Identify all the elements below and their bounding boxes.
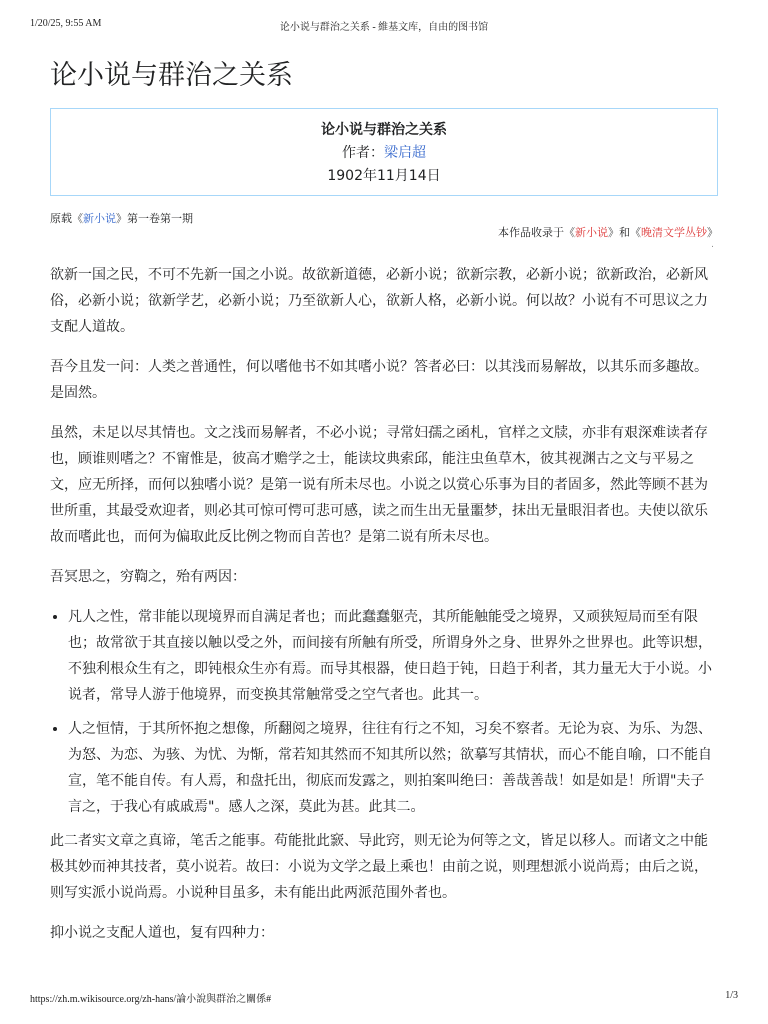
original-source-link[interactable]: 新小说 [83, 212, 116, 225]
article-content [50, 56, 718, 960]
work-title: 论小说与群治之关系 [321, 122, 447, 138]
note-dot: . [711, 240, 714, 250]
paragraph-4: 吾冥思之，穷鞫之，殆有两因： [50, 569, 246, 585]
original-source-note [50, 210, 193, 226]
collection-link-1[interactable]: 新小说 [575, 226, 608, 239]
reason-list [50, 604, 718, 820]
paragraph-1: 欲新一国之民，不可不先新一国之小说。故欲新道德，必新小说；欲新宗教，必新小说；欲新政治，必新风俗，必新小说；欲新学艺，必新小说；乃至欲新人心，欲新人格，必新小说。何以故？小说有不可思议之力支配人道故。 [50, 267, 708, 335]
collection-note [498, 224, 718, 240]
collected-prefix: 本作品收录于《 [498, 226, 575, 239]
print-header [30, 18, 738, 34]
list-item: • 凡人之性，常非能以现境界而自满足者也；而此蠢蠢躯壳，其所能触能受之境界，又顽狭短局而至有限也；故常欲于其直接以触以受之外，而间接有所触有所受，所谓身外之身、世界外之世界也。此等识想，不独利根众生有之，即钝根众生亦有焉。而导其根器，使日趋于钝，日趋于利者，其力量无大于小说。小说者，常导人游于他境界，而变换其常触常受之空气者也。此其一。 [68, 604, 718, 708]
original-prefix: 原载《 [50, 212, 83, 225]
author-line [51, 141, 717, 165]
work-header-box [50, 108, 718, 196]
page-number: 1/3 [725, 990, 738, 1001]
paragraph-2: 吾今且发一问：人类之普通性，何以嗜他书不如其嗜小说？答者必曰：以其浅而易解故，以其乐而多趣故。是固然。 [50, 359, 708, 401]
collected-mid: 》和《 [608, 226, 641, 239]
original-suffix: 》第一卷第一期 [116, 212, 193, 225]
page-url: https://zh.m.wikisource.org/zh-hans/論小說與群治之關係# [30, 994, 272, 1005]
author-link[interactable]: 梁启超 [384, 145, 426, 161]
print-page-title: 论小说与群治之关系 - 維基文库，自由的图书馆 [279, 22, 489, 33]
paragraph-5: 此二者实文章之真谛，笔舌之能事。苟能批此窾、导此窍，则无论为何等之文，皆足以移人。而诸文之中能极其妙而神其技者，莫小说若。故曰：小说为文学之最上乘也！由前之说，则理想派小说尚焉；由后之说，则写实派小说尚焉。小说种目虽多，未有能出此两派范围外者也。 [50, 833, 708, 901]
list-item: • 人之恒情，于其所怀抱之想像，所翻阅之境界，往往有行之不知，习矣不察者。无论为哀、为乐、为怨、为怒、为恋、为骇、为忧、为惭，常若知其然而不知其所以然；欲摹写其情状，而心不能自喻，口不能自宣，笔不能自传。有人焉，和盘托出，彻底而发露之，则拍案叫绝曰：善哉善哉！如是如是！所谓"夫子言之，于我心有戚戚焉"。感人之深，莫此为甚。此其二。 [68, 716, 718, 820]
paragraph-3: 虽然，未足以尽其情也。文之浅而易解者，不必小说；寻常妇孺之函札，官样之文牍，亦非有艰深难读者存也，顾谁则嗜之？不甯惟是，彼高才赡学之士，能读坟典索邱，能注虫鱼草木，彼其视渊古之文与平易之文，应无所择，而何以独嗜小说？是第一说有所未尽也。小说之以赏心乐事为目的者固多，然此等顾不甚为世所重，其最受欢迎者，则必其可惊可愕可悲可感，读之而生出无量噩梦，抹出无量眼泪者也。夫使以欲乐故而嗜此也，而何为偏取此反比例之物而自苦也？是第二说有所未尽也。 [50, 425, 708, 545]
author-label: 作者： [342, 145, 384, 161]
collected-suffix: 》 [707, 226, 718, 239]
print-footer [30, 990, 738, 1006]
publication-notes [50, 210, 718, 250]
paragraph-6: 抑小说之支配人道也，复有四种力： [50, 925, 274, 941]
publication-date: 1902年11月14日 [327, 168, 441, 184]
page-title: 论小说与群治之关系 [50, 60, 293, 91]
article-body [50, 262, 718, 946]
collection-link-2[interactable]: 晚清文学丛钞 [641, 226, 707, 239]
print-datetime: 1/20/25, 9:55 AM [30, 18, 102, 29]
